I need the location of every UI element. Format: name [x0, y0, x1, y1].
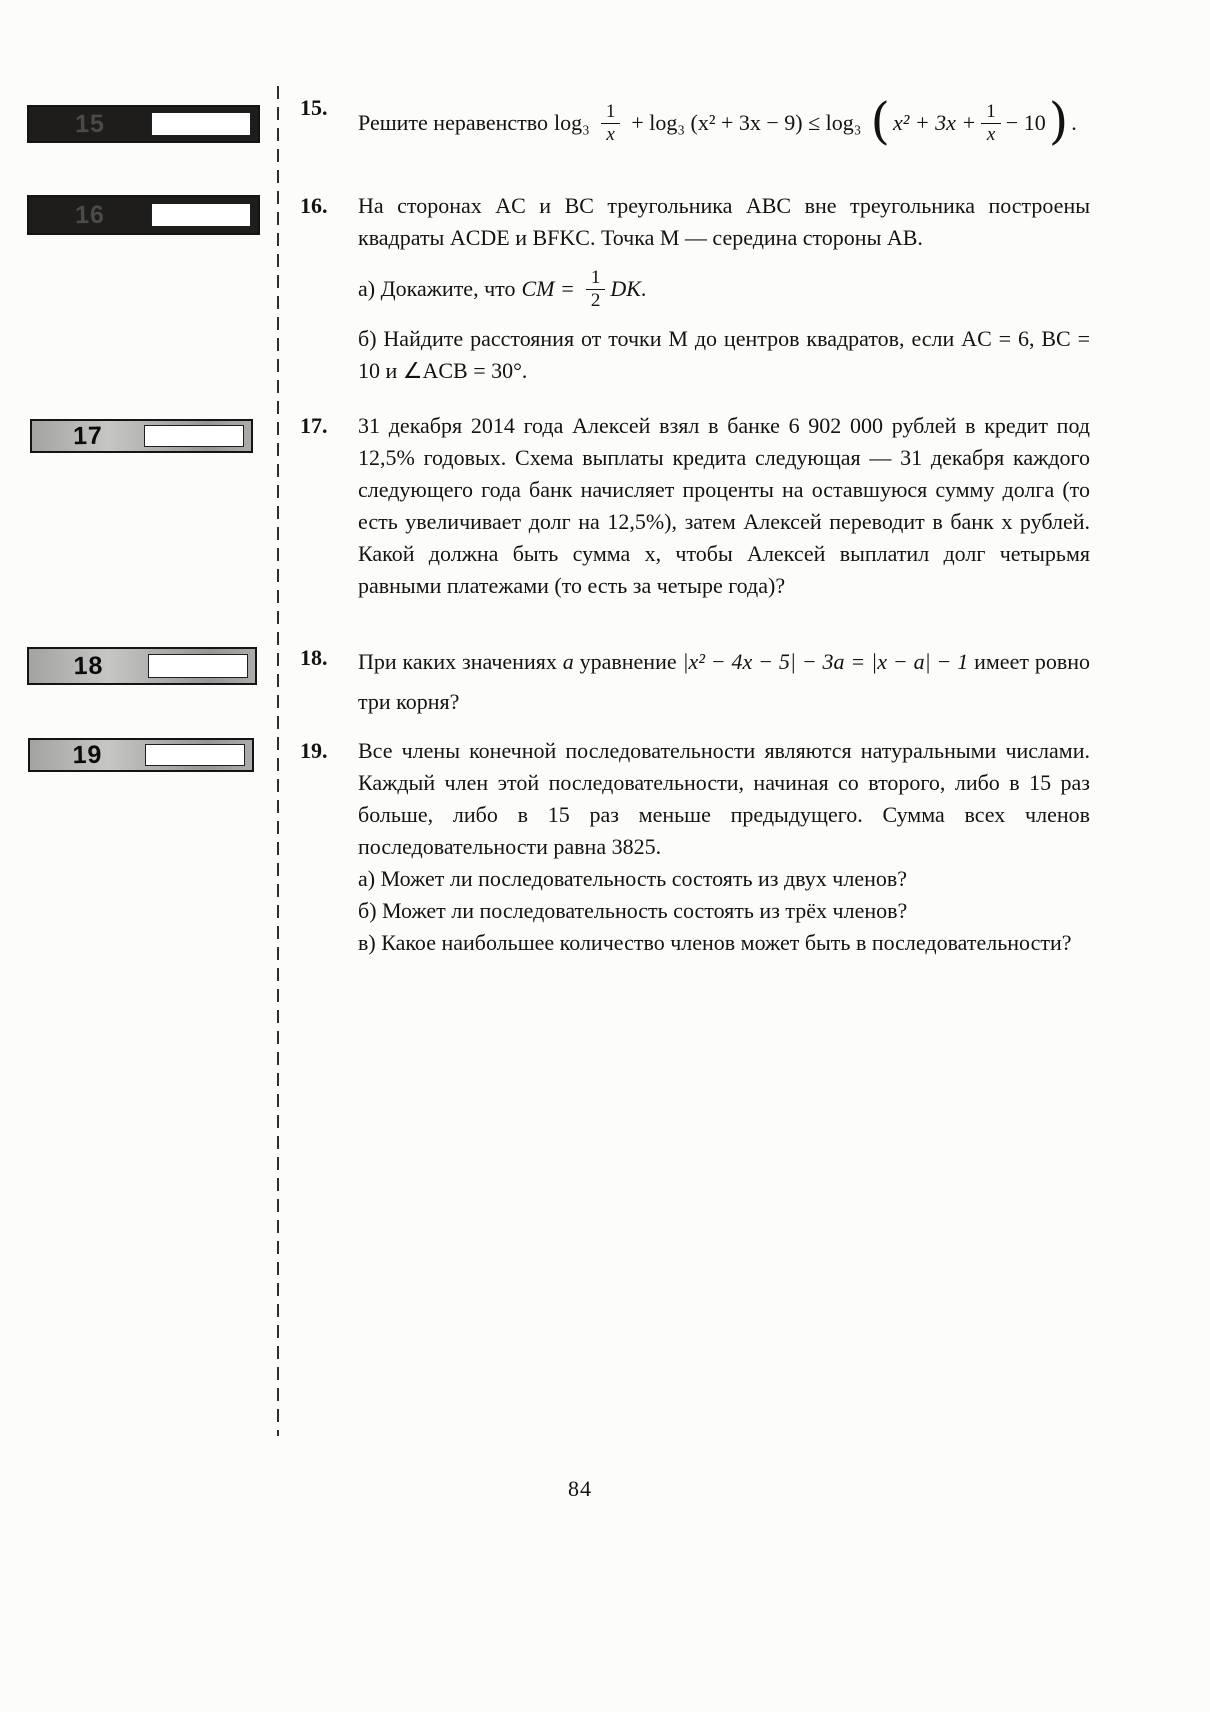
fraction-numerator: 1 [981, 101, 1001, 124]
problem-15 [300, 92, 1090, 154]
answer-box-16 [27, 195, 260, 235]
log-symbol: log₃ [554, 110, 590, 135]
answer-input-17[interactable] [144, 425, 244, 447]
answer-box-19-label: 19 [72, 740, 103, 769]
problem-16-number: 16. [300, 193, 328, 218]
answer-box-17 [30, 419, 253, 453]
problem-15-number: 15. [300, 95, 328, 120]
part-a-prefix: а) Докажите, что [358, 276, 516, 302]
page-number: 84 [568, 1476, 592, 1501]
right-parenthesis: ) [1048, 91, 1069, 150]
problem-18-text [358, 642, 1090, 722]
part-a-formula-right: DK [610, 276, 641, 302]
problem-18-suffix: имеет ровно три корня? [358, 649, 1090, 714]
problem-18-formula: |x² − 4x − 5| − 3a = |x − a| − 1 [682, 649, 969, 674]
fraction-numerator: 1 [586, 267, 606, 290]
answer-box-18 [27, 647, 257, 685]
answer-box-19 [28, 738, 254, 772]
answer-box-16-label: 16 [74, 200, 106, 229]
fraction-numerator: 1 [601, 101, 621, 124]
problem-16 [300, 190, 1090, 387]
problem-18-middle: уравнение [573, 649, 683, 674]
formula-period: . [1071, 110, 1077, 135]
problem-17-number: 17. [300, 413, 328, 438]
problem-19-part-a: а) Может ли последовательность состоять из двух членов? [358, 866, 908, 891]
problem-19-part-b: б) Может ли последовательность состоять из трёх членов? [358, 898, 908, 923]
variable-a: a [562, 649, 574, 674]
answer-box-17-label: 17 [72, 421, 104, 450]
problem-19 [300, 735, 1090, 959]
answer-box-15 [27, 105, 260, 143]
problem-16-body: На сторонах AC и BC треугольника ABC вне треугольника построены квадраты ACDE и BFKC. Точка M — середина стороны AB. [358, 193, 1090, 250]
formula-inner-1: x² + 3x + [892, 110, 977, 135]
problem-18-prefix: При каких значениях [358, 649, 563, 674]
fraction-1-over-x [601, 101, 621, 146]
answer-input-15[interactable] [151, 112, 251, 136]
dashed-divider [277, 86, 279, 1436]
fraction-denominator: x [606, 123, 615, 145]
problem-15-intro: Решите неравенство [358, 110, 549, 135]
problem-17 [300, 410, 1090, 602]
problem-17-body: 31 декабря 2014 года Алексей взял в банке 6 902 000 рублей в кредит под 12,5% годовых. Схема выплаты кредита следующая — 31 декабря каждого следующего года банк начисляет проценты на оставшуюся сумму долга (то есть увеличивает долг на 12,5%), затем Алексей переводит в банк x рублей. Какой должна быть сумма x, чтобы Алексей выплатил долг четырьмя равными платежами (то есть за четыре года)? [358, 413, 1090, 598]
answer-input-16[interactable] [151, 203, 251, 227]
problem-19-body: Все члены конечной последовательности являются натуральными числами. Каждый член этой последовательности, начиная со второго, либо в 15 раз больше, либо в 15 раз меньше предыдущего. Сумма всех членов последовательности равна 3825. [358, 738, 1090, 859]
problem-18-number: 18. [300, 645, 328, 670]
problem-15-text [358, 92, 1090, 154]
problem-16-part-a [358, 267, 1090, 312]
fraction-denominator: x [986, 123, 996, 145]
problem-19-number: 19. [300, 738, 328, 763]
left-parenthesis: ( [870, 91, 890, 150]
problem-19-part-c: в) Какое наибольшее количество членов может быть в последовательности? [358, 930, 1072, 955]
answer-input-19[interactable] [145, 744, 245, 766]
part-a-period: . [640, 276, 647, 302]
answer-box-18-label: 18 [73, 651, 104, 680]
fraction-denominator: 2 [590, 289, 601, 311]
formula-middle: + log₃ (x² + 3x − 9) ≤ log₃ [631, 110, 862, 135]
problem-17-text [358, 410, 1090, 602]
problem-16-text [358, 190, 1090, 387]
answer-box-15-label: 15 [74, 109, 106, 138]
part-a-formula-left: CM = [521, 276, 575, 302]
answer-input-18[interactable] [148, 654, 248, 678]
fraction-1-over-x-2 [981, 101, 1001, 146]
problem-18 [300, 642, 1090, 722]
fraction-1-over-2 [586, 267, 606, 312]
problem-16-part-b: б) Найдите расстояния от точки M до центров квадратов, если AC = 6, BC = 10 и ∠ACB = 30°. [358, 325, 1090, 383]
formula-inner-2: − 10 [1005, 110, 1046, 135]
problem-19-text [358, 735, 1090, 959]
